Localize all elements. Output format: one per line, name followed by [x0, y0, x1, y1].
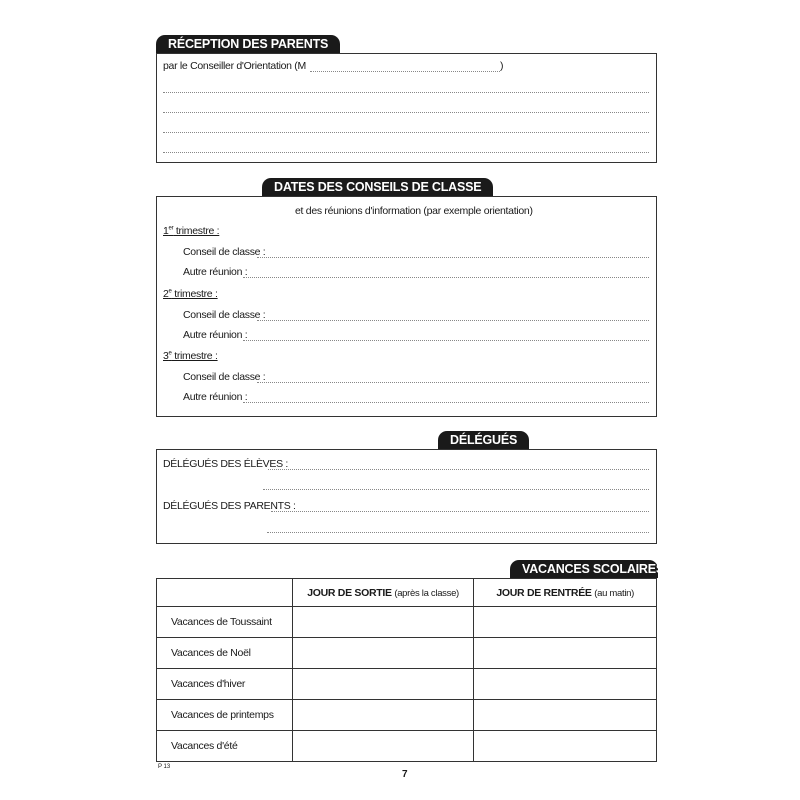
vacances-rentree-cell[interactable] [474, 700, 657, 731]
vacances-sortie-cell[interactable] [292, 669, 474, 700]
reception-name-field[interactable] [310, 71, 500, 72]
trimestre-1-autre-label: Autre réunion : [183, 266, 248, 278]
trimestre-2-conseil-field[interactable] [257, 320, 649, 321]
vacances-row-label: Vacances de Toussaint [157, 607, 293, 638]
trimestre-2-autre-label: Autre réunion : [183, 329, 248, 341]
reception-line-2[interactable] [163, 92, 649, 93]
reception-line-3[interactable] [163, 112, 649, 113]
vacances-rentree-cell[interactable] [474, 669, 657, 700]
vacances-rentree-cell[interactable] [474, 607, 657, 638]
reception-line-5[interactable] [163, 152, 649, 153]
reception-line-close: ) [500, 60, 504, 72]
trimestre-3-conseil-label: Conseil de classe : [183, 371, 266, 383]
vacances-title: VACANCES SCOLAIRES [510, 560, 658, 578]
reception-title: RÉCEPTION DES PARENTS [156, 35, 340, 53]
trimestre-3-conseil-field[interactable] [257, 382, 649, 383]
reception-line-label: par le Conseiller d'Orientation (M [163, 60, 306, 72]
vacances-header-row [157, 579, 657, 607]
delegues-eleves-field-2[interactable] [263, 489, 649, 490]
table-row [157, 638, 657, 669]
trimestre-3-heading: 3e trimestre : [163, 350, 218, 362]
conseils-subtitle: et des réunions d'information (par exemple orientation) [295, 205, 533, 217]
conseils-title: DATES DES CONSEILS DE CLASSE [262, 178, 493, 196]
vacances-rentree-cell[interactable] [474, 731, 657, 762]
table-row [157, 669, 657, 700]
vacances-row-label: Vacances de Noël [157, 638, 293, 669]
trimestre-1-autre-field[interactable] [243, 277, 649, 278]
conseils-box [156, 196, 657, 417]
trimestre-1-heading: 1er trimestre : [163, 225, 220, 237]
footer-code: P 13 [158, 764, 171, 770]
vacances-header-sortie: JOUR DE SORTIE (après la classe) [292, 579, 474, 607]
delegues-parents-field-1[interactable] [271, 511, 649, 512]
vacances-row-label: Vacances d'hiver [157, 669, 293, 700]
vacances-header-empty [157, 579, 293, 607]
vacances-row-label: Vacances d'été [157, 731, 293, 762]
trimestre-3-autre-label: Autre réunion : [183, 391, 248, 403]
delegues-parents-label: DÉLÉGUÉS DES PARENTS : [163, 500, 296, 512]
trimestre-2-heading: 2e trimestre : [163, 288, 218, 300]
trimestre-1-conseil-label: Conseil de classe : [183, 246, 266, 258]
delegues-parents-field-2[interactable] [267, 532, 649, 533]
table-row [157, 731, 657, 762]
trimestre-2-autre-field[interactable] [243, 340, 649, 341]
vacances-header-rentree: JOUR DE RENTRÉE (au matin) [474, 579, 657, 607]
trimestre-2-conseil-label: Conseil de classe : [183, 309, 266, 321]
vacances-table [156, 578, 657, 762]
vacances-sortie-cell[interactable] [292, 731, 474, 762]
reception-line-4[interactable] [163, 132, 649, 133]
vacances-row-label: Vacances de printemps [157, 700, 293, 731]
vacances-rentree-cell[interactable] [474, 638, 657, 669]
trimestre-1-conseil-field[interactable] [257, 257, 649, 258]
delegues-title: DÉLÉGUÉS [438, 431, 529, 449]
delegues-eleves-label: DÉLÉGUÉS DES ÉLÈVES : [163, 458, 289, 470]
delegues-eleves-field-1[interactable] [268, 469, 649, 470]
table-row [157, 700, 657, 731]
vacances-sortie-cell[interactable] [292, 700, 474, 731]
vacances-sortie-cell[interactable] [292, 638, 474, 669]
page-number: 7 [402, 769, 408, 780]
table-row [157, 607, 657, 638]
trimestre-3-autre-field[interactable] [243, 402, 649, 403]
vacances-sortie-cell[interactable] [292, 607, 474, 638]
